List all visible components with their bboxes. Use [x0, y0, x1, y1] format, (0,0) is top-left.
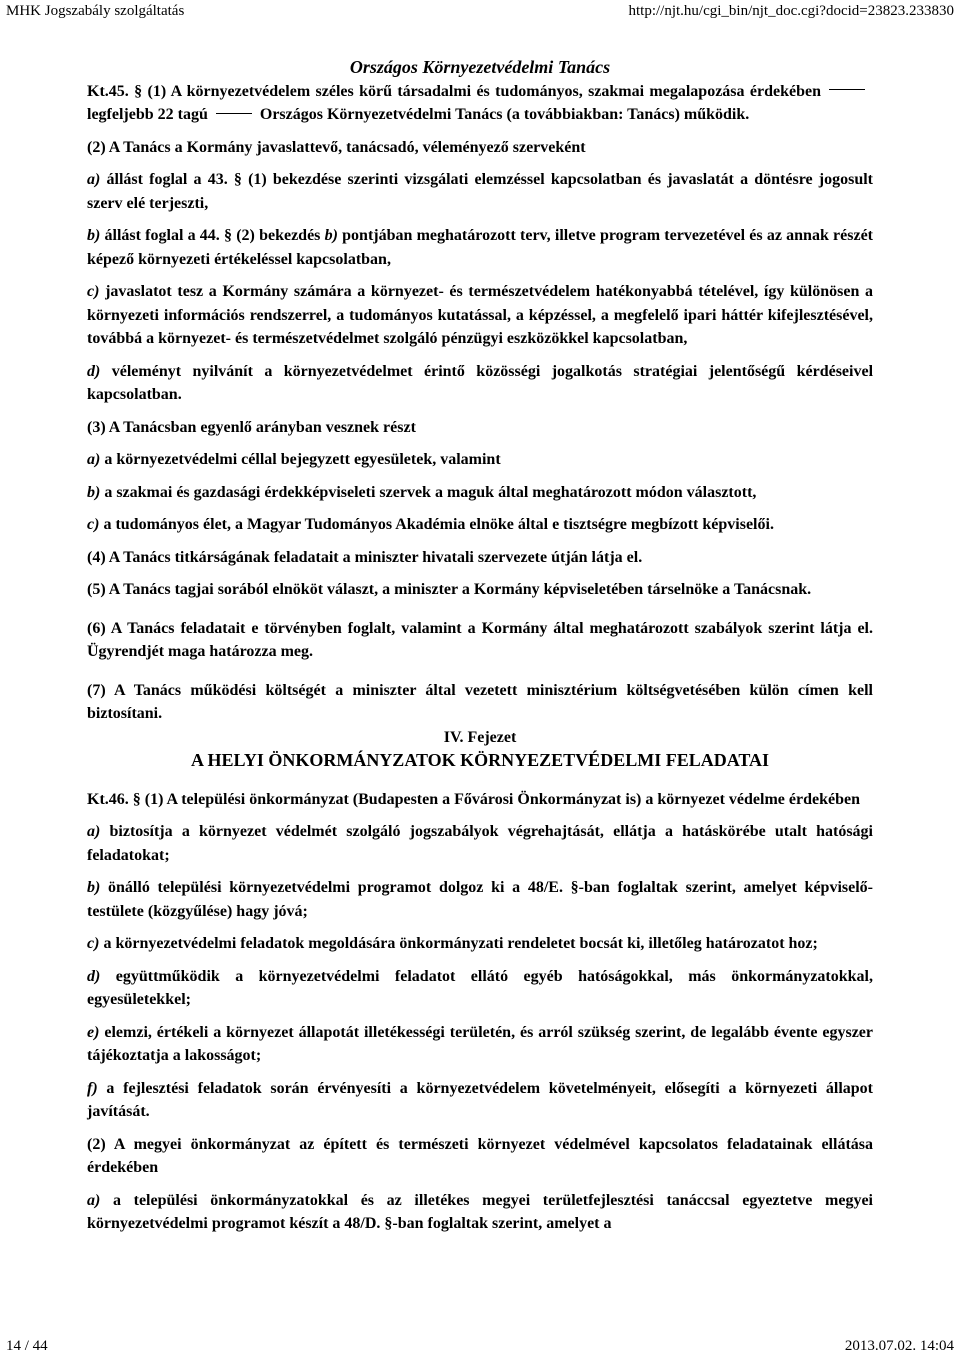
chapter-number: IV. Fejezet	[443, 728, 517, 746]
point-text: a települési önkormányzatokkal és az illetékes megyei területfejlesztési tanáccsal egyeztetve megyei környezetvédelmi programot készít a 48/D. §-ban foglaltak szerint, amelyet a	[87, 1191, 874, 1232]
point-letter: e)	[87, 1023, 100, 1041]
kt46-point-a	[87, 820, 873, 867]
point-letter: b)	[87, 227, 101, 244]
point-letter: b)	[87, 483, 101, 501]
point-text: a tudományos élet, a Magyar Tudományos Akadémia elnöke által e tisztségre megbízott képviselői.	[103, 516, 774, 533]
point-letter: c)	[87, 283, 100, 300]
point-letter: d)	[87, 967, 101, 985]
point-letter: a)	[87, 1191, 101, 1209]
page-header	[0, 0, 960, 22]
point-reference: b)	[324, 227, 338, 244]
point-text: biztosítja a környezet védelmét szolgáló jogszabályok végrehajtását, ellátja a hatáskörébe utalt hatósági feladatokat;	[87, 823, 874, 864]
kt45-paragraph-6: (6) A Tanács feladatait e törvényben foglalt, valamint a Kormány által meghatározott szabályok szerint látja el. Ügyrendjét maga határozza meg.	[87, 619, 873, 660]
kt46-p2-point-a	[87, 1189, 873, 1236]
kt45-p1-part-a: Kt.45. § (1) A környezetvédelem széles körű társadalmi és tudományos, szakmai megalapozása érdekében	[87, 82, 821, 100]
point-letter: d)	[87, 362, 101, 380]
point-text: a környezetvédelmi céllal bejegyzett egyesületek, valamint	[104, 451, 501, 468]
point-text: pontjában meghatározott terv, illetve program tervezetével és az annak részét képező környezeti értékeléssel kapcsolatban,	[87, 227, 873, 268]
point-letter: b)	[87, 879, 101, 896]
kt45-p3-point-b	[87, 481, 873, 505]
point-text: a környezetvédelmi feladatok megoldására önkormányzati rendeletet bocsát ki, illetőleg határozatot hoz;	[103, 935, 818, 952]
point-text: állást foglal a 44. § (2) bekezdés	[104, 227, 321, 244]
kt45-p3-point-a	[87, 448, 873, 472]
kt46-paragraph-1: Kt.46. § (1) A települési önkormányzat (Budapesten a Fővárosi Önkormányzat is) a környezet védelme érdekében	[87, 790, 860, 808]
kt45-paragraph-1	[87, 80, 873, 127]
kt46-point-b	[87, 876, 873, 923]
point-letter: a)	[87, 451, 101, 468]
kt45-paragraph-4: (4) A Tanács titkárságának feladatait a miniszter hivatali szervezete útján látja el.	[87, 548, 643, 566]
dash	[216, 113, 252, 114]
kt45-point-d	[87, 360, 873, 407]
kt45-p1-part-b: legfeljebb 22 tagú	[87, 106, 208, 123]
kt45-p1-part-c: Országos Környezetvédelmi Tanács (a továbbiakban: Tanács) működik.	[259, 106, 750, 123]
chapter-title: A HELYI ÖNKORMÁNYZATOK KÖRNYEZETVÉDELMI FELADATAI	[190, 750, 770, 770]
kt45-point-a	[87, 168, 873, 215]
header-source: MHK Jogszabály szolgáltatás	[6, 3, 185, 19]
kt46-point-e	[87, 1021, 873, 1068]
point-text: állást foglal a 43. § (1) bekezdése szerinti vizsgálati elemzéssel kapcsolatban és javaslatát a döntésre jogosult szerv elé terjeszti,	[87, 171, 874, 212]
dash	[829, 89, 865, 90]
point-text: együttműködik a környezetvédelmi feladatot ellátó egyéb hatóságokkal, más önkormányzatokkal, egyesületekkel;	[87, 967, 873, 1008]
point-text: véleményt nyilvánít a környezetvédelmet érintő közösségi jogalkotás stratégiai jelentőségű kérdéseivel kapcsolatban.	[87, 362, 874, 403]
kt46-point-d	[87, 965, 873, 1012]
point-text: a szakmai és gazdasági érdekképviseleti szervek a maguk által meghatározott módon választott,	[104, 483, 757, 501]
point-text: önálló települési környezetvédelmi programot dolgoz ki a 48/E. §-ban foglaltak szerint, amelyet képviselő-testülete (közgyűlése) hagy jóvá;	[87, 879, 873, 920]
point-text: a fejlesztési feladatok során érvényesíti a környezetvédelem követelményeit, elősegíti a környezeti állapot javítását.	[87, 1079, 874, 1120]
kt46-point-c	[87, 932, 873, 956]
point-text: elemzi, értékeli a környezet állapotát illetékességi területén, és arról szükség szerint, de legalább évente egyszer tájékoztatja a lakosságot;	[87, 1023, 874, 1064]
kt45-paragraph-7: (7) A Tanács működési költségét a miniszter által vezetett minisztérium költségvetésében külön címen kell biztosítani.	[87, 681, 873, 722]
kt46-paragraph-2: (2) A megyei önkormányzat az épített és természeti környezet védelmével kapcsolatos feladatainak ellátása érdekében	[87, 1135, 873, 1176]
kt45-point-b	[87, 224, 873, 271]
point-letter: a)	[87, 823, 101, 840]
print-datetime: 2013.07.02. 14:04	[844, 1338, 954, 1354]
page-footer	[0, 1336, 960, 1356]
document-body	[87, 56, 873, 1236]
kt45-p3-point-c	[87, 513, 873, 537]
point-letter: c)	[87, 516, 100, 533]
point-letter: f)	[87, 1079, 98, 1097]
header-url[interactable]: http://njt.hu/cgi_bin/njt_doc.cgi?docid=23823.233830	[628, 3, 954, 19]
kt45-paragraph-2: (2) A Tanács a Kormány javaslattevő, tanácsadó, véleményező szerveként	[87, 138, 586, 156]
page-number: 14 / 44	[6, 1338, 48, 1354]
kt45-paragraph-3: (3) A Tanácsban egyenlő arányban vesznek részt	[87, 418, 416, 436]
kt45-point-c	[87, 280, 873, 351]
point-text: javaslatot tesz a Kormány számára a környezet- és természetvédelem hatékonyabbá tételével, így különösen a környezeti információs rendszerrel, a tudományos kutatással, a képzéssel, a megfelelő ipari háttér kifejlesztésével, továbbá a környezet- és természetvédelmet szolgáló pénzügyi eszközökkel kapcsolatban,	[87, 283, 874, 347]
point-letter: c)	[87, 935, 100, 952]
kt45-paragraph-5: (5) A Tanács tagjai sorából elnököt választ, a miniszter a Kormány képviseletében társelnöke a Tanácsnak.	[87, 581, 812, 598]
section-title: Országos Környezetvédelmi Tanács	[349, 57, 611, 77]
kt46-point-f	[87, 1077, 873, 1124]
point-letter: a)	[87, 171, 101, 188]
